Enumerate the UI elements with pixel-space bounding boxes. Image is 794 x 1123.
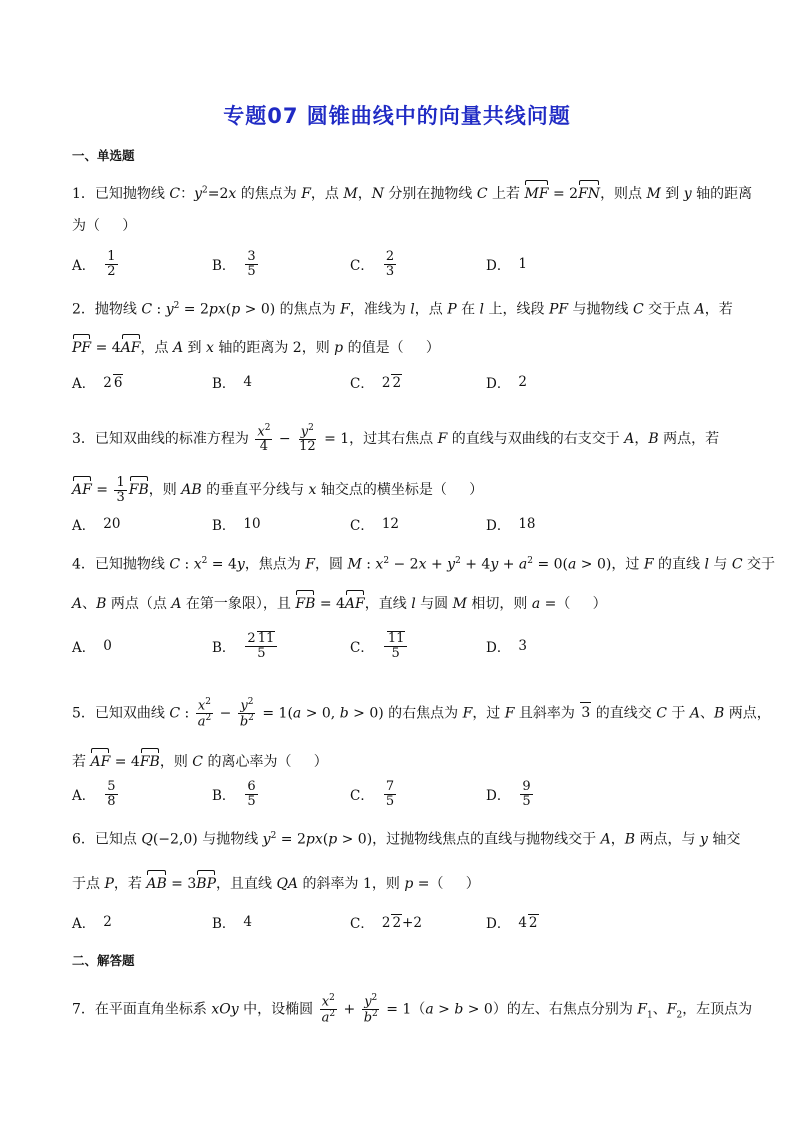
question-1-stem-line-2: 为（ ） — [72, 218, 137, 234]
question-3-options — [72, 506, 632, 542]
section-heading-solution: 二、解答题 — [72, 953, 135, 968]
option-b[interactable]: B． 4 — [212, 914, 253, 932]
question-6-stem-line-1: 6．已知点 Q(−2,0) 与抛物线 $y^2 = 2px(p > 0)$，过抛物线焦点的直线与抛物线交于 A，B 两点，与 y 轴交 — [72, 831, 741, 848]
option-c[interactable]: C． 2 2+2 — [350, 914, 422, 932]
page-title: 专题07 圆锥曲线中的向量共线问题 — [223, 104, 571, 128]
question-6-stem-line-2: 于点 P，若 AB = 3BP，且直线 QA 的斜率为 1，则 p =（ ） — [72, 868, 724, 894]
option-d[interactable]: D． 1 — [486, 256, 527, 274]
question-2-stem-line-1: 2．抛物线 C : $y^2 = 2px(p > 0)$ 的焦点为 F，准线为 l，点 P 在 l 上，线段 PF 与抛物线 C 交于点 A，若 — [72, 301, 733, 318]
question-3-stem-line-1: 3．已知双曲线的标准方程为 $\frac{x^2}{4}$ − $\frac{y^2}{12}$ = 1，过其右焦点 F 的直线与双曲线的右支交于 A，B 两点，若 — [72, 423, 720, 454]
question-4-stem-line-2: A、B 两点（点 A 在第一象限），且 FB = 4AF，直线 l 与圆 M 相切，则 a =（ ） — [72, 588, 724, 614]
question-2-options — [72, 364, 632, 400]
option-b[interactable]: B． $\frac{3}{5}$ — [212, 248, 256, 279]
option-b[interactable]: B． $\frac{2 11}{5}$ — [212, 628, 279, 664]
option-c[interactable]: C． $\frac{7}{5}$ — [350, 778, 395, 809]
question-3-stem-line-2: AF = $\frac{1}{3}$ FB，则 AB 的垂直平分线与 x 轴交点的横坐标是（ ） — [72, 474, 484, 505]
question-1-stem-line-1: 1．已知抛物线 C：$y^2=2x$ 的焦点为 F，点 M，N 分别在抛物线 C 上若 MF = 2FN，则点 M 到 y 轴的距离 — [72, 178, 724, 204]
question-2-stem-line-2: PF = 4AF，点 A 到 x 轴的距离为 2，则 p 的值是（ ） — [72, 332, 724, 358]
question-1-options — [72, 246, 632, 282]
section-heading-single-choice: 一、单选题 — [72, 148, 135, 163]
option-b[interactable]: B． 10 — [212, 516, 261, 534]
question-5-stem-line-2: 若 AF = 4FB，则 C 的离心率为（ ） — [72, 746, 724, 772]
option-a[interactable]: A． 20 — [72, 516, 121, 534]
option-d[interactable]: D． 18 — [486, 516, 536, 534]
question-4-stem-line-1: 4．已知抛物线 C : $x^2 = 4y$，焦点为 F，圆 M : $x^2 - 2x + y^2 + 4y + a^2 = 0(a > 0)$，过 F 的直线 l 与 C 交于 — [72, 556, 775, 573]
option-a[interactable]: A． $\frac{1}{2}$ — [72, 248, 116, 279]
option-d[interactable]: D． 4 2 — [486, 914, 538, 932]
option-a[interactable]: A． $\frac{5}{8}$ — [72, 778, 116, 809]
option-a[interactable]: A． 2 — [72, 914, 112, 932]
option-b[interactable]: B． 4 — [212, 374, 253, 392]
option-b[interactable]: B． $\frac{6}{5}$ — [212, 778, 256, 809]
question-5-stem-line-1: 5．已知双曲线 C : $\frac{x^2}{a^2}$ − $\frac{y^2}{b^2}$ = 1(a > 0, b > 0) 的右焦点为 F，过 F 且斜率为 3 的直线交 C 于 A、B 两点， — [72, 697, 771, 730]
option-a[interactable]: A． 0 — [72, 638, 112, 656]
question-7-stem-line-1: 7．在平面直角坐标系 xOy 中，设椭圆 $\frac{x^2}{a^2}$ + $\frac{y^2}{b^2}$ = 1（a > b > 0）的左、右焦点分别为 $F_1$、$F_2$，左顶点为 — [72, 993, 753, 1026]
option-d[interactable]: D． 2 — [486, 374, 527, 392]
option-a[interactable]: A． 2 6 — [72, 374, 123, 392]
option-c[interactable]: C． 2 2 — [350, 374, 402, 392]
question-5-options — [72, 776, 632, 812]
option-d[interactable]: D． $\frac{9}{5}$ — [486, 778, 531, 809]
question-4-options — [72, 628, 632, 664]
question-6-options — [72, 904, 632, 940]
option-c[interactable]: C． $\frac{11}{5}$ — [350, 628, 409, 664]
option-c[interactable]: C． 12 — [350, 516, 400, 534]
option-d[interactable]: D． 3 — [486, 638, 527, 656]
option-c[interactable]: C． $\frac{2}{3}$ — [350, 248, 395, 279]
